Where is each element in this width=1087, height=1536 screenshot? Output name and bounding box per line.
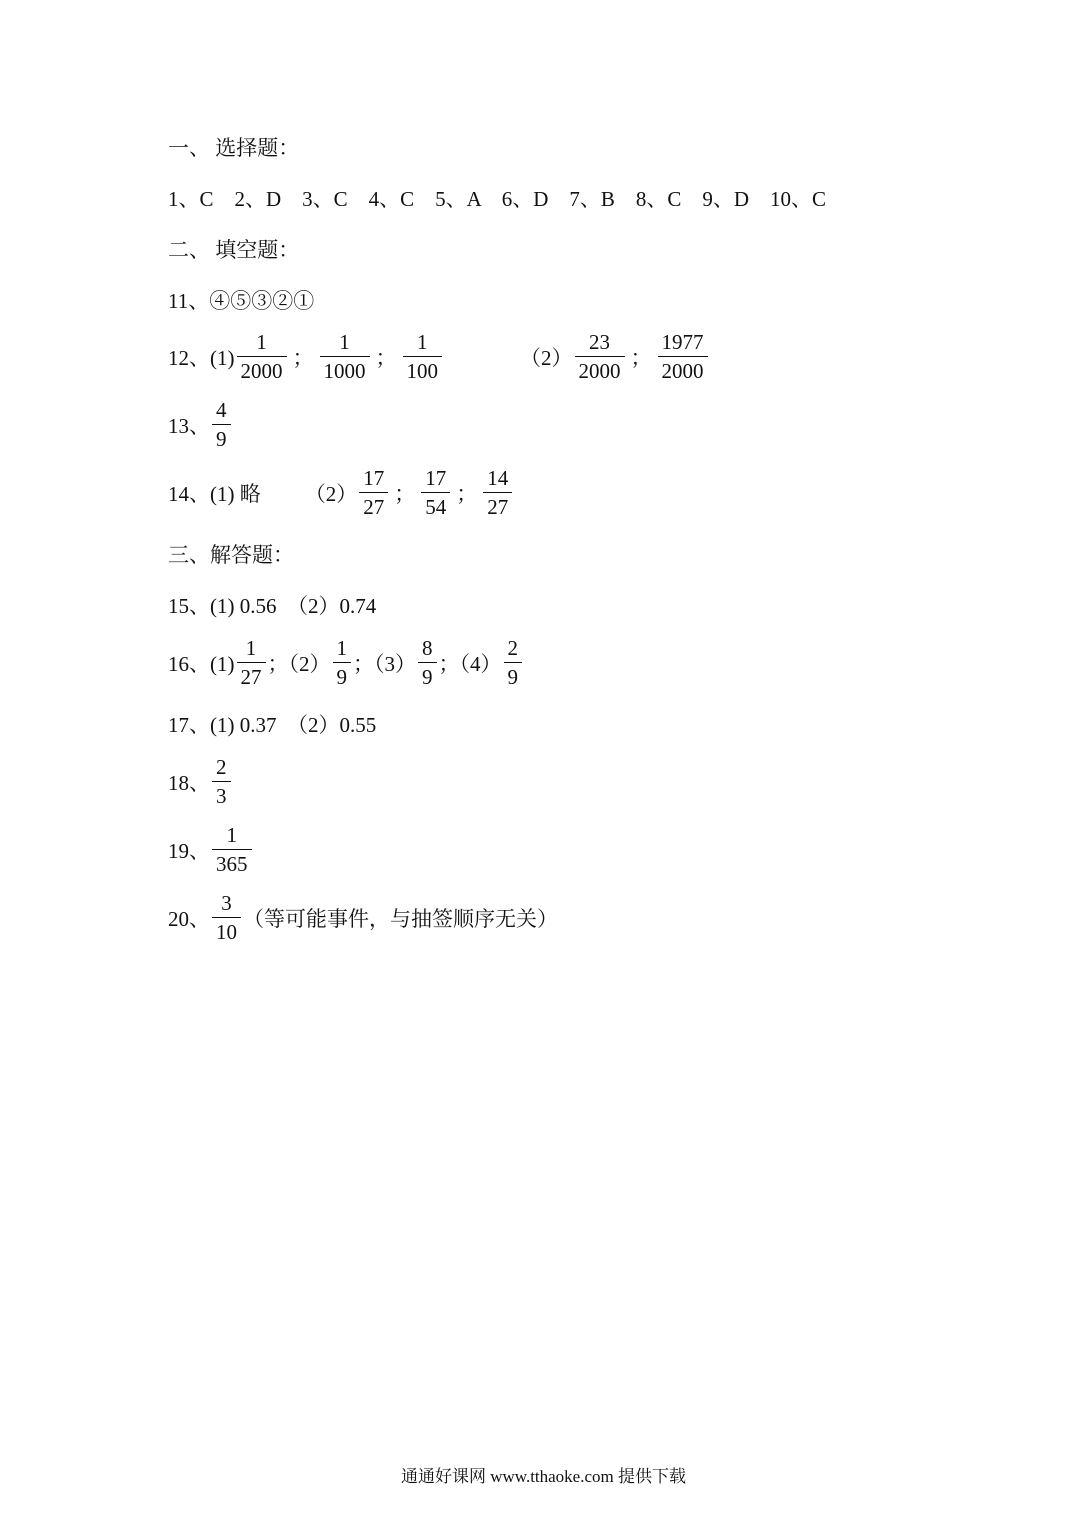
fraction: $\frac{14}{27}$ (483, 464, 512, 521)
answer-18: 18、 $\frac{2}{3}$ (168, 753, 233, 810)
answer-19: 19、 $\frac{1}{365}$ (168, 821, 254, 878)
section-solve-heading: 三、解答题： (168, 543, 294, 567)
answer-14: 14、(1) 略 （2） $\frac{17}{27}$ ； $\frac{17}{54}$ ； $\frac{14}{27}$ (168, 464, 514, 521)
answer-13: 13、 $\frac{4}{9}$ (168, 396, 233, 453)
multiple-choice-answers: 1、C 2、D 3、C 4、C 5、A 6、D 7、B 8、C 9、D 10、C (168, 187, 827, 211)
fraction: $\frac{1}{9}$ (333, 634, 352, 691)
fraction: $\frac{1}{100}$ (403, 328, 443, 385)
fraction: $\frac{8}{9}$ (418, 634, 437, 691)
fraction: $\frac{1}{1000}$ (320, 328, 370, 385)
answer-15: 15、(1) 0.56 （2）0.74 (168, 594, 377, 618)
answer-12: 12、(1) $\frac{1}{2000}$ ； $\frac{1}{1000}$ ； $\frac{1}{100}$ （2） $\frac{23}{2000}$ ； $\frac{1977}{2000}$ (168, 328, 710, 385)
fraction: $\frac{23}{2000}$ (575, 328, 625, 385)
fraction: $\frac{4}{9}$ (212, 396, 231, 453)
fraction: $\frac{2}{9}$ (504, 634, 523, 691)
fraction: $\frac{1}{365}$ (212, 821, 252, 878)
answer-20: 20、 $\frac{3}{10}$ （等可能事件，与抽签顺序无关） (168, 891, 558, 944)
fraction: $\frac{2}{3}$ (212, 753, 231, 810)
section-fill-heading: 二、 填空题： (168, 238, 300, 262)
fraction: $\frac{17}{54}$ (421, 464, 450, 521)
footer-source: 通通好课网 www.tthaoke.com 提供下载 (400, 1467, 687, 1486)
fraction: $\frac{1977}{2000}$ (658, 328, 708, 385)
fraction: $\frac{1}{27}$ (237, 634, 266, 691)
answer-16: 16、(1) $\frac{1}{27}$ ；（2） $\frac{1}{9}$ ；（3） $\frac{8}{9}$ ；（4） $\frac{2}{9}$ (168, 634, 524, 691)
fraction: $\frac{1}{2000}$ (237, 328, 287, 385)
fraction: $\frac{3}{10}$ (212, 889, 241, 946)
fraction: $\frac{17}{27}$ (359, 464, 388, 521)
answer-17: 17、(1) 0.37 （2）0.55 (168, 713, 377, 737)
answer-11: 11、④⑤③②① (168, 289, 315, 313)
section-choice-heading: 一、 选择题： (168, 136, 300, 160)
